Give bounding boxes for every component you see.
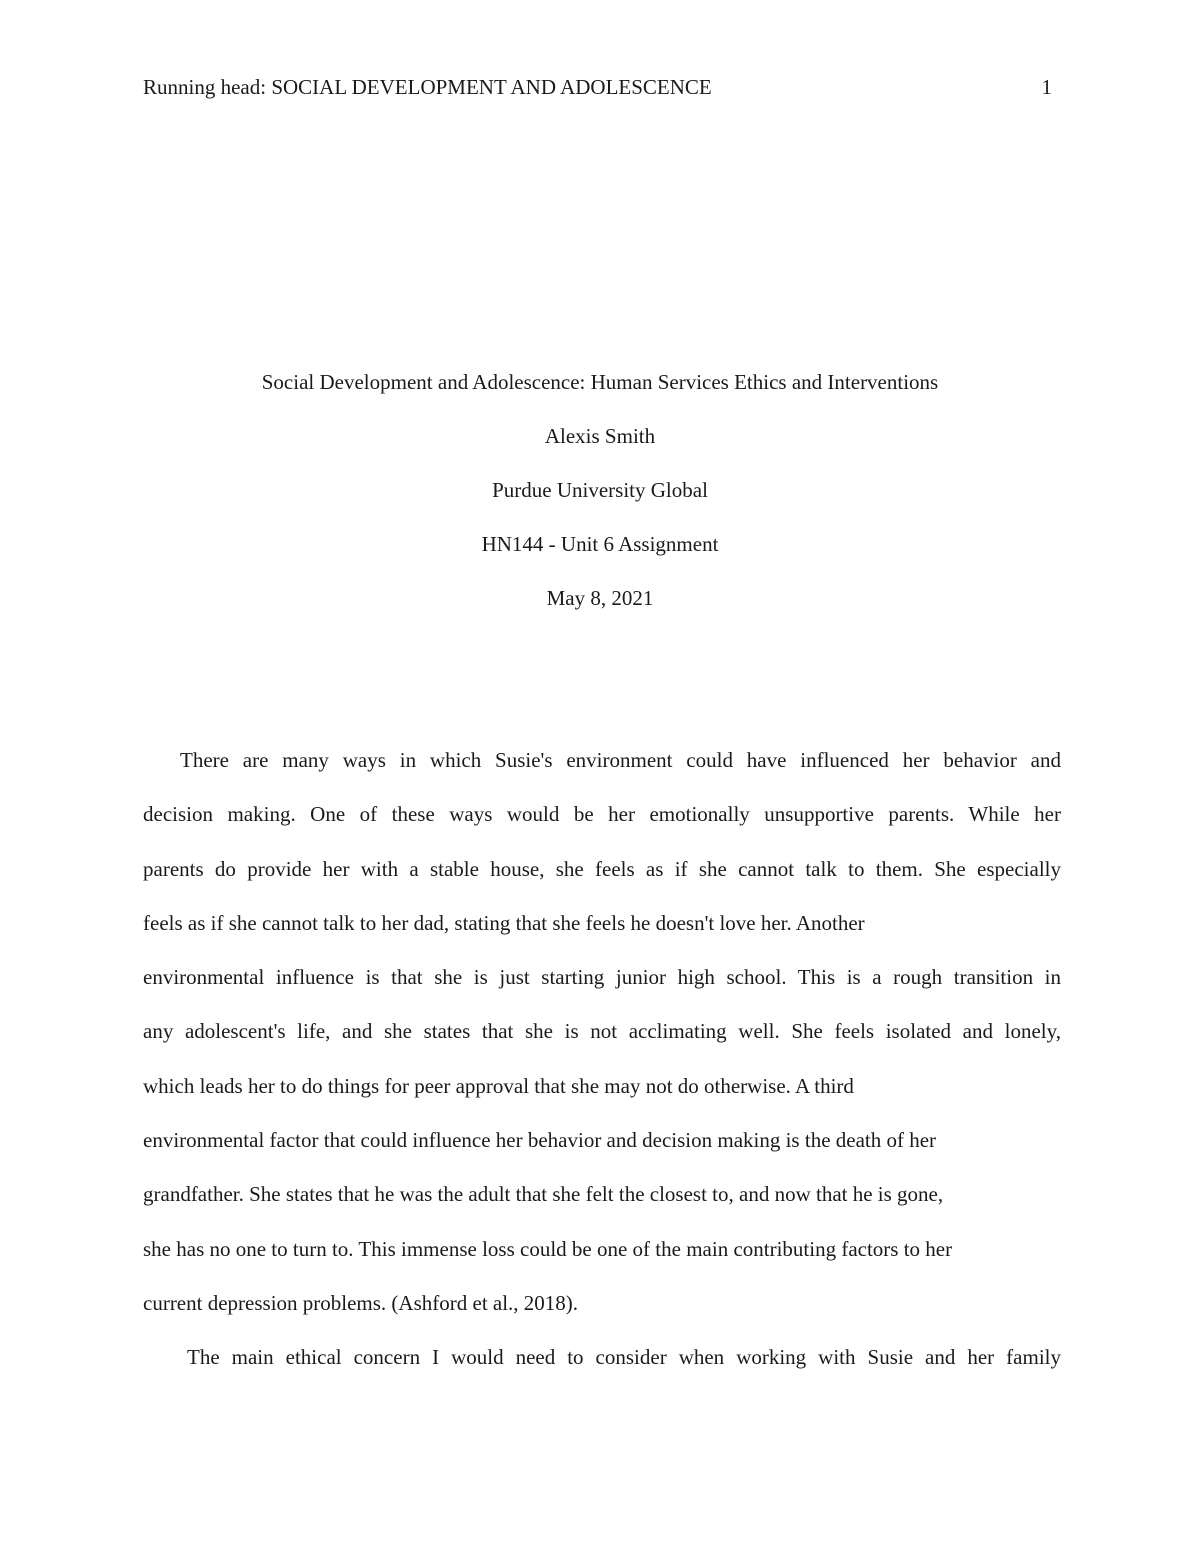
page-header <box>143 72 1052 102</box>
paragraph-line: environmental influence is that she is just starting junior high school. This is a rough transition in <box>143 965 1061 990</box>
submission-date: May 8, 2021 <box>546 586 654 610</box>
institution: Purdue University Global <box>492 478 708 502</box>
paragraph-line: environmental factor that could influence her behavior and decision making is the death of her <box>143 1128 937 1153</box>
paragraph-line: current depression problems. (Ashford et al., 2018). <box>143 1290 579 1315</box>
paragraph-line: which leads her to do things for peer approval that she may not do otherwise. A third <box>143 1073 854 1098</box>
paragraph-line: she has no one to turn to. This immense loss could be one of the main contributing factors to her <box>143 1236 953 1261</box>
author-name: Alexis Smith <box>544 424 656 448</box>
paragraph-line: decision making. One of these ways would be her emotionally unsupportive parents. While her <box>143 802 1061 827</box>
paragraph-2 <box>143 1339 1061 1393</box>
paragraph-line: parents do provide her with a stable house, she feels as if she cannot talk to them. She especially <box>143 856 1061 881</box>
paragraph-line: The main ethical concern I would need to consider when working with Susie and her family <box>187 1345 1061 1370</box>
paper-title: Social Development and Adolescence: Human Services Ethics and Interventions <box>261 370 939 394</box>
paragraph-line: feels as if she cannot talk to her dad, stating that she feels he doesn't love her. Another <box>143 910 865 935</box>
title-block <box>143 364 1057 634</box>
body-text <box>143 742 1061 1394</box>
paragraph-line: grandfather. She states that he was the adult that she felt the closest to, and now that he is gone, <box>143 1182 944 1207</box>
course-name: HN144 - Unit 6 Assignment <box>481 532 719 556</box>
running-head: Running head: SOCIAL DEVELOPMENT AND ADOLESCENCE <box>143 75 712 99</box>
paragraph-1 <box>143 742 1061 1339</box>
paragraph-line: There are many ways in which Susie's environment could have influenced her behavior and <box>180 748 1061 772</box>
page-number: 1 <box>1041 75 1052 99</box>
paragraph-line: any adolescent's life, and she states that she is not acclimating well. She feels isolated and lonely, <box>143 1019 1061 1044</box>
